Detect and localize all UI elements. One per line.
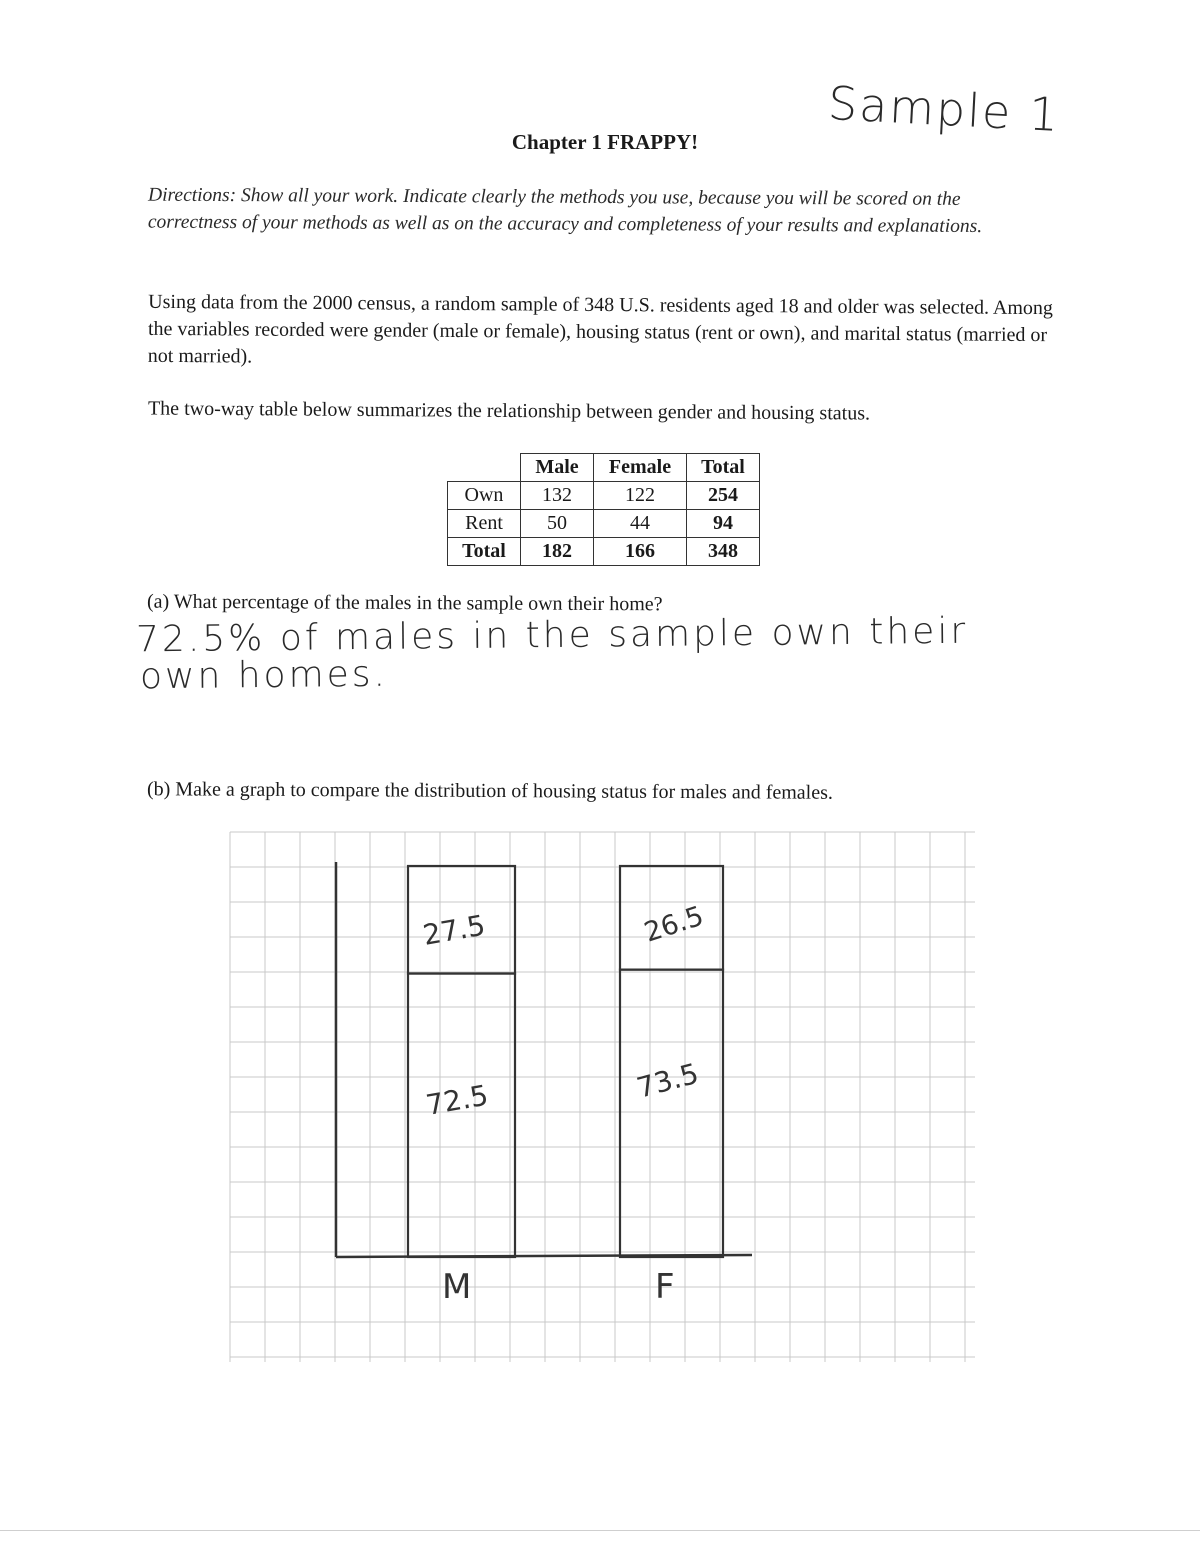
question-a: (a) What percentage of the males in the sample own their home? (146, 590, 663, 616)
row-label-total: Total (448, 538, 521, 566)
handwritten-answer-a-line1: 72.5% of males in the sample own their (135, 610, 969, 661)
cell-rent-female: 44 (594, 510, 687, 538)
header-total: Total (687, 454, 760, 482)
cell-total-female: 166 (594, 538, 687, 566)
cell-grand-total: 348 (687, 538, 760, 566)
bar-labels (420, 901, 707, 1122)
directions-paragraph: Directions: Show all your work. Indicate clearly the methods you use, because you will be scored on the correctness of your methods as well as on the accuracy and completeness of your results and explanations. (147, 184, 983, 237)
graph-grid (230, 832, 975, 1362)
cell-rent-total: 94 (687, 510, 760, 538)
bar-segment-f-0 (620, 970, 723, 1257)
header-female: Female (594, 454, 687, 482)
cell-own-male: 132 (521, 482, 594, 510)
cell-own-total: 254 (687, 482, 760, 510)
intro-paragraph: Using data from the 2000 census, a random sample of 348 U.S. residents aged 18 and older was selected. Among the variables recorded were gender (male or female), housing status (rent or own), and marital status (married or not married). (147, 290, 1054, 368)
table-description: The two-way table below summarizes the relationship between gender and housing status. (147, 397, 871, 425)
row-label-rent: Rent (448, 510, 521, 538)
category-label-female: F (655, 1267, 675, 1307)
header-male: Male (521, 454, 594, 482)
female-upper-label: 26.5 (640, 900, 708, 949)
page-title: Chapter 1 FRAPPY! (511, 130, 699, 154)
male-upper-label: 27.5 (420, 908, 488, 952)
female-lower-label: 73.5 (633, 1056, 703, 1105)
row-label-own: Own (448, 482, 521, 510)
cell-total-male: 182 (521, 538, 594, 566)
question-b: (b) Make a graph to compare the distribution of housing status for males and females. (146, 778, 833, 804)
cell-own-female: 122 (594, 482, 687, 510)
handwritten-answer-a-line2: own homes. (139, 653, 389, 698)
scan-edge-line (0, 1530, 1200, 1531)
male-lower-label: 72.5 (423, 1078, 491, 1122)
handwritten-sample-label: Sample 1 (826, 75, 1062, 143)
category-label-male: M (442, 1267, 472, 1307)
cell-rent-male: 50 (521, 510, 594, 538)
